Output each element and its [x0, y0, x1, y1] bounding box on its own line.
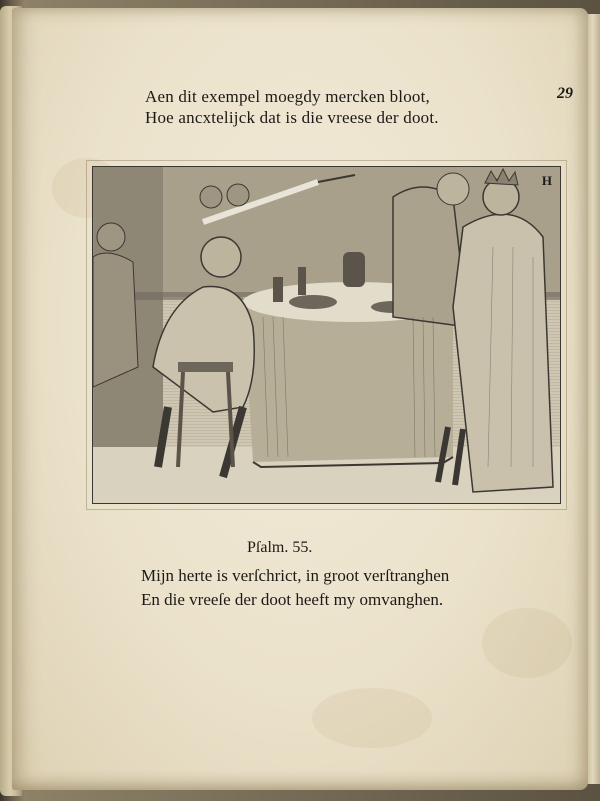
- goblet: [273, 277, 283, 302]
- standing-figure-head: [437, 173, 469, 205]
- jug: [343, 252, 365, 287]
- page-number: 29: [557, 85, 573, 102]
- engraving-drawing: [93, 167, 560, 503]
- plate-letter: H: [541, 173, 552, 188]
- page-right-edge: [586, 14, 600, 784]
- dish-1: [289, 295, 337, 309]
- seated-man-head: [201, 237, 241, 277]
- verse-bottom-line-1: Mijn herte is verſchrict, in groot verſtranghen: [141, 566, 450, 585]
- verse-top-line-1: Aen dit exempel moegdy mercken bloot,: [145, 87, 430, 106]
- stool: [178, 362, 233, 372]
- psalm-title: Pſalm. 55.: [247, 539, 313, 556]
- goblet: [298, 267, 306, 295]
- engraving-illustration: [92, 166, 561, 504]
- verse-bottom-line-2: En die vreeſe der doot heeft my omvanghen.: [141, 590, 444, 609]
- paper-stain: [312, 688, 432, 748]
- king-robe: [453, 214, 553, 492]
- verse-top-line-2: Hoe ancxtelijck dat is die vreese der doot.: [145, 108, 439, 127]
- paper-stain: [482, 608, 572, 678]
- background-figure-head: [227, 184, 249, 206]
- background-figure-head: [200, 186, 222, 208]
- background-figure-body: [93, 253, 138, 387]
- background-figure-head: [97, 223, 125, 251]
- seated-man-body: [153, 287, 254, 413]
